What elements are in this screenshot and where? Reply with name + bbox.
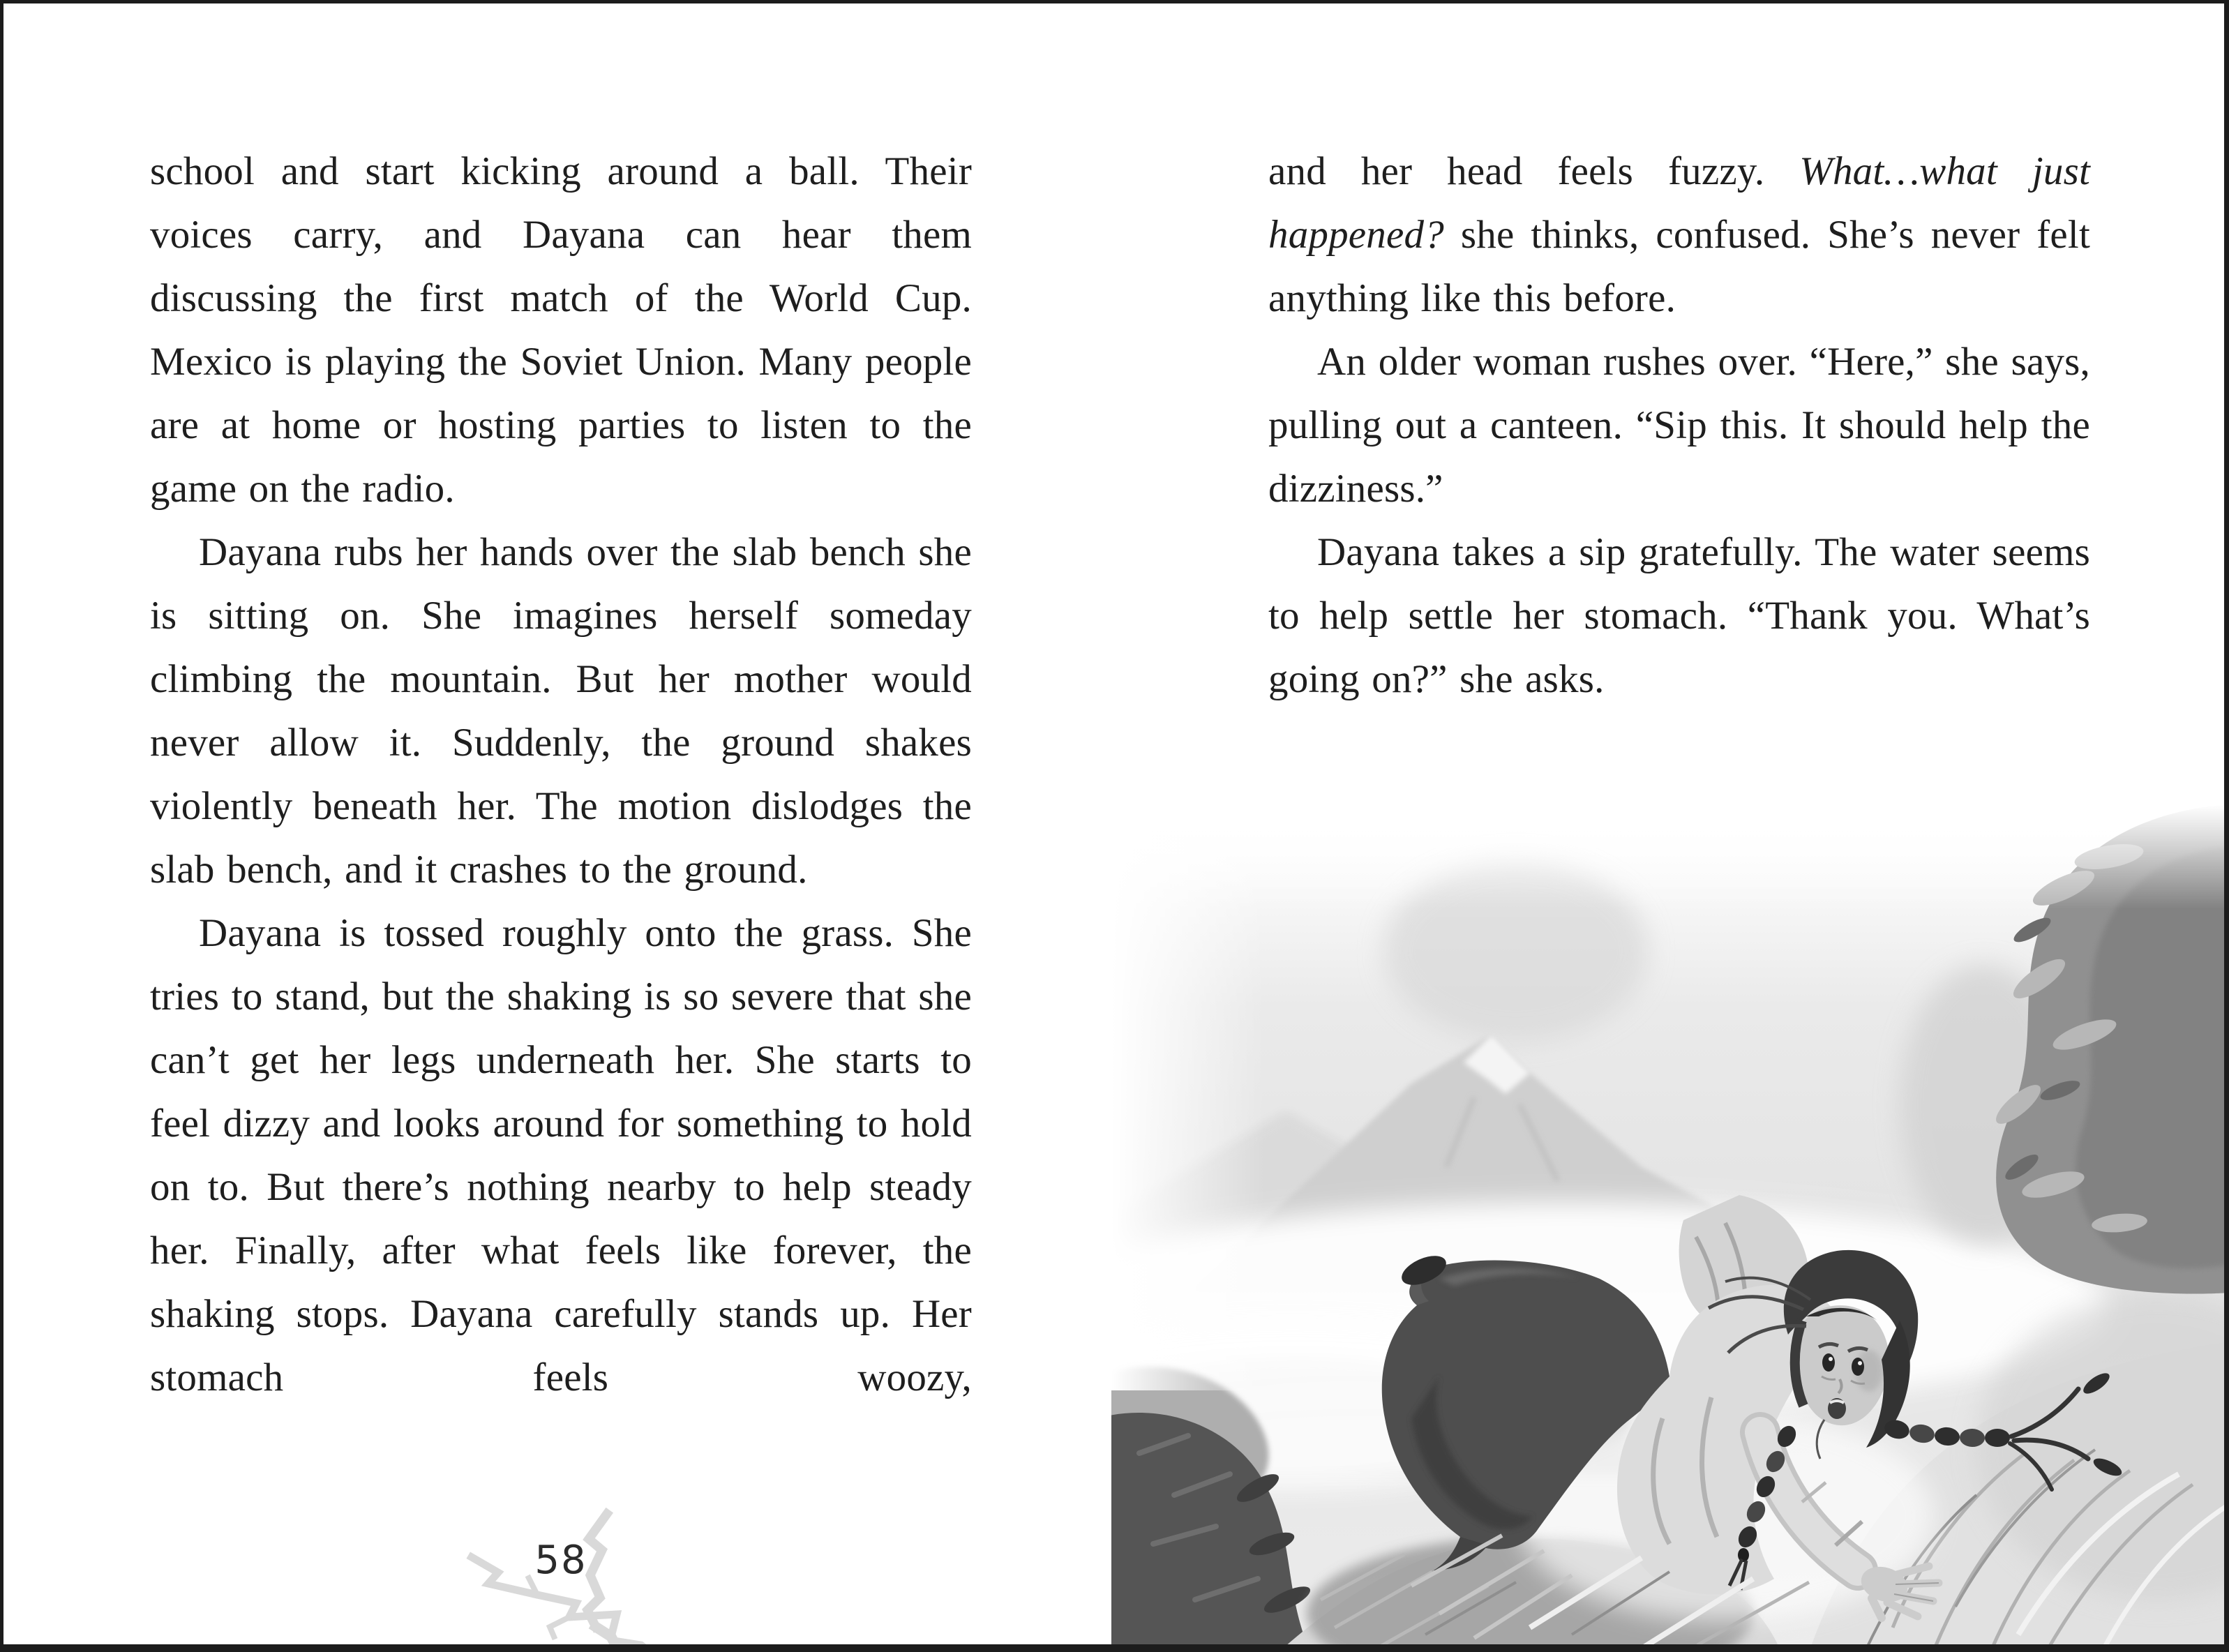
- paragraph-segment: An older woman rushes over. “Here,” she says, pulling out a canteen. “Sip this. It should help the dizziness.”: [1268, 340, 2090, 511]
- right-page-text: [1268, 140, 2090, 711]
- paragraph: [1268, 520, 2090, 711]
- illustration-dayana-crawling: [1111, 804, 2229, 1652]
- paragraph-segment: Dayana takes a sip gratefully. The water seems to help settle her stomach. “Thank you. What’s going on?” she asks.: [1268, 530, 2090, 701]
- paragraph-segment-italic: What…what just happened?: [1268, 149, 2091, 257]
- paragraph: Dayana is tossed roughly onto the grass. She tries to stand, but the shaking is so severe that she can’t get her legs underneath her. She starts to feel dizzy and looks around for something to hold on to. But there’s nothing nearby to help steady her. Finally, after what feels like forever, the shaking stops. Dayana carefully stands up. Her stomach feels woozy,: [150, 911, 972, 1399]
- paragraph: [1268, 330, 2090, 520]
- left-page-text: [150, 140, 972, 1409]
- paragraph-segment: and her head feels fuzzy.: [1268, 149, 1800, 193]
- page-number-area: [150, 1538, 972, 1583]
- paragraph: Dayana rubs her hands over the slab bench she is sitting on. She imagines herself someday climbing the mountain. But her mother would never allow it. Suddenly, the ground shakes violently beneath her. The motion dislodges the slab bench, and it crashes to the ground.: [150, 530, 972, 892]
- paragraph-segment: she thinks, confused. She’s never felt anything like this before.: [1268, 213, 2090, 320]
- paragraph: school and start kicking around a ball. Their voices carry, and Dayana can hear them discussing the first match of the World Cup. Mexico is playing the Soviet Union. Many people are at home or hosting parties to listen to the game on the radio.: [150, 149, 972, 511]
- page-number: 58: [534, 1538, 587, 1583]
- paragraph: [1268, 140, 2090, 330]
